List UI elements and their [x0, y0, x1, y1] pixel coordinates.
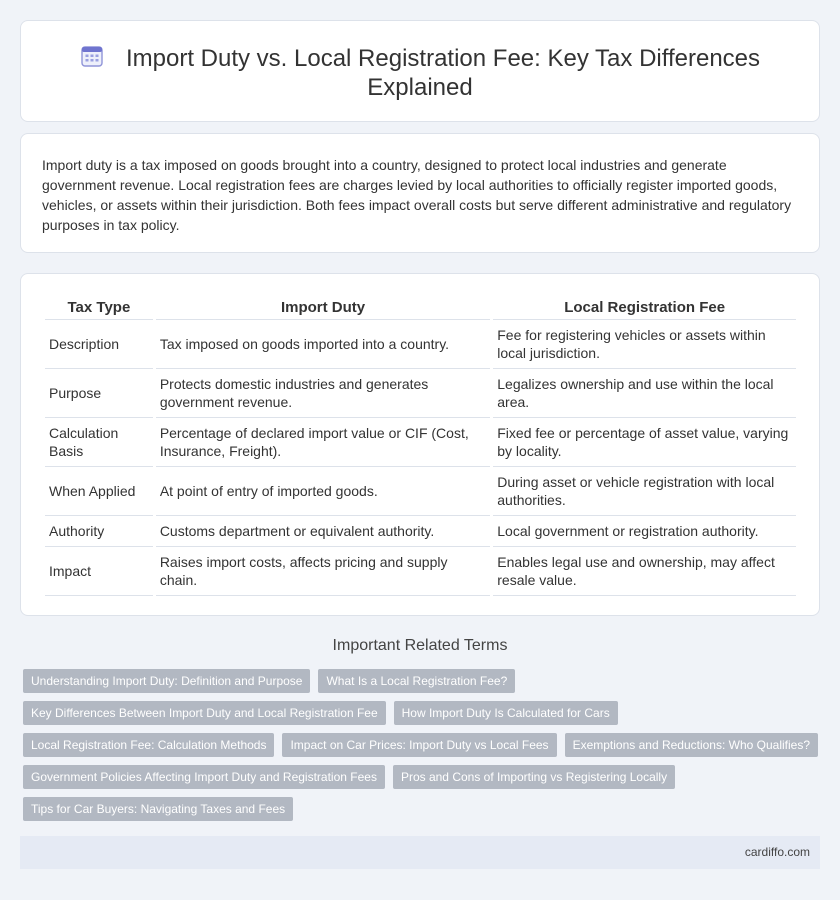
page-title-wrap	[61, 44, 779, 102]
registration-fee-cell: Fee for registering vehicles or assets within local jurisdiction.	[493, 320, 796, 369]
title-card	[20, 20, 820, 122]
import-duty-cell: Protects domestic industries and generates government revenue.	[156, 369, 490, 418]
table-row	[45, 418, 796, 467]
registration-fee-cell: Fixed fee or percentage of asset value, varying by locality.	[493, 418, 796, 467]
header-local-registration-fee: Local Registration Fee	[493, 295, 796, 320]
row-label: Description	[45, 320, 153, 369]
related-term-tag[interactable]: Impact on Car Prices: Import Duty vs Local Fees	[282, 733, 556, 757]
comparison-table-card	[20, 273, 820, 616]
import-duty-cell: At point of entry of imported goods.	[156, 467, 490, 516]
registration-fee-cell: Legalizes ownership and use within the local area.	[493, 369, 796, 418]
related-terms-list	[23, 669, 823, 829]
header-import-duty: Import Duty	[156, 295, 490, 320]
row-label: Authority	[45, 516, 153, 547]
comparison-table	[42, 295, 799, 596]
import-duty-cell: Percentage of declared import value or CIF (Cost, Insurance, Freight).	[156, 418, 490, 467]
table-row	[45, 547, 796, 596]
table-row	[45, 369, 796, 418]
intro-paragraph: Import duty is a tax imposed on goods brought into a country, designed to protect local industries and generate government revenue. Local registration fees are charges levied by local authorities to officially register imported goods, vehicles, or assets within their jurisdiction. Both fees impact overall costs but serve different administrative and regulatory purposes in tax policy.	[42, 157, 792, 233]
table-row	[45, 320, 796, 369]
related-term-tag[interactable]: Government Policies Affecting Import Duty and Registration Fees	[23, 765, 385, 789]
related-term-tag[interactable]: Pros and Cons of Importing vs Registering Locally	[393, 765, 675, 789]
related-term-tag[interactable]: Tips for Car Buyers: Navigating Taxes and Fees	[23, 797, 293, 821]
registration-fee-cell: Enables legal use and ownership, may affect resale value.	[493, 547, 796, 596]
header-tax-type: Tax Type	[45, 295, 153, 320]
related-term-tag[interactable]: Key Differences Between Import Duty and Local Registration Fee	[23, 701, 386, 725]
table-row	[45, 516, 796, 547]
registration-fee-cell: During asset or vehicle registration with local authorities.	[493, 467, 796, 516]
related-term-tag[interactable]: How Import Duty Is Calculated for Cars	[394, 701, 618, 725]
import-duty-cell: Tax imposed on goods imported into a country.	[156, 320, 490, 369]
footer	[20, 836, 820, 869]
row-label: When Applied	[45, 467, 153, 516]
registration-fee-cell: Local government or registration authority.	[493, 516, 796, 547]
table-header-row	[45, 295, 796, 320]
related-term-tag[interactable]: What Is a Local Registration Fee?	[318, 669, 515, 693]
page-title: Import Duty vs. Local Registration Fee: Key Tax Differences Explained	[125, 45, 761, 101]
table-row	[45, 467, 796, 516]
import-duty-cell: Raises import costs, affects pricing and supply chain.	[156, 547, 490, 596]
import-duty-cell: Customs department or equivalent authority.	[156, 516, 490, 547]
row-label: Calculation Basis	[45, 418, 153, 467]
related-term-tag[interactable]: Exemptions and Reductions: Who Qualifies?	[565, 733, 818, 757]
row-label: Impact	[45, 547, 153, 596]
intro-card	[20, 133, 820, 253]
row-label: Purpose	[45, 369, 153, 418]
related-term-tag[interactable]: Understanding Import Duty: Definition and Purpose	[23, 669, 310, 693]
related-terms-title: Important Related Terms	[332, 637, 508, 654]
related-term-tag[interactable]: Local Registration Fee: Calculation Methods	[23, 733, 274, 757]
calendar-icon	[80, 44, 104, 68]
footer-site[interactable]: cardiffo.com	[744, 845, 810, 859]
